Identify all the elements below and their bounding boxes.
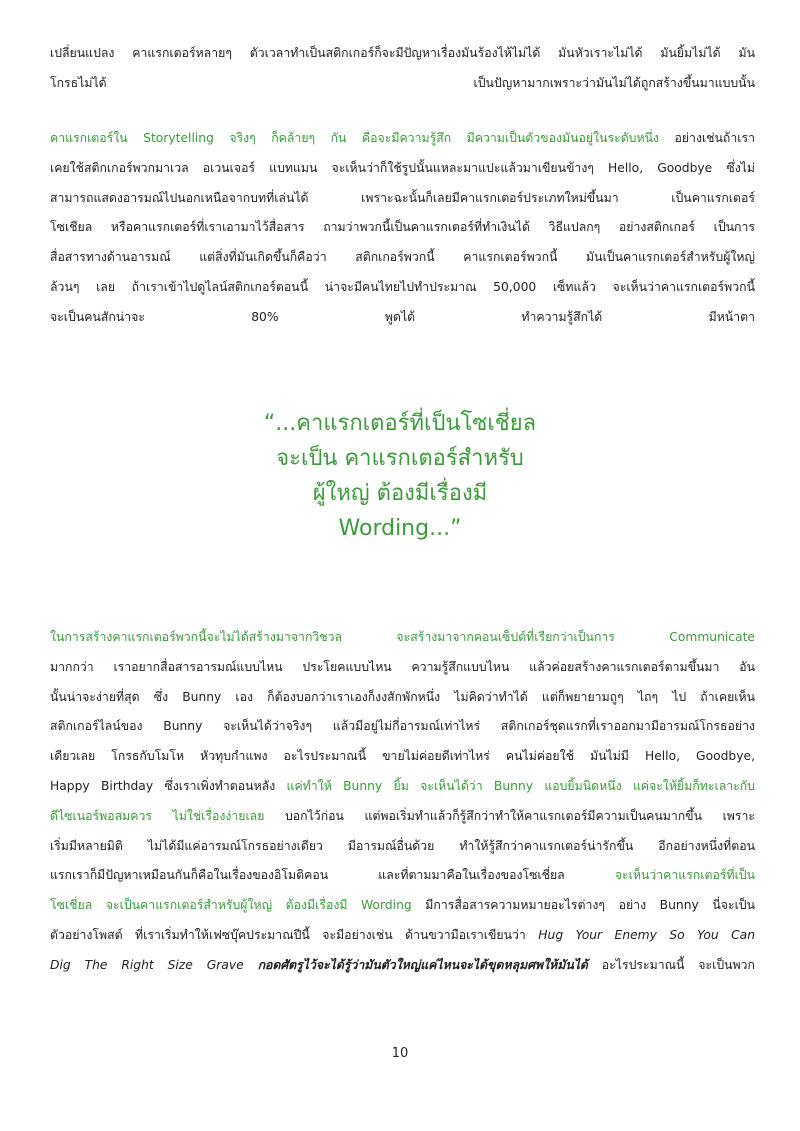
highlight-text: ในการสร้างคาแรกเตอร์พวกนี้จะไม่ได้สร้างมาจากวิชวล จะสร้างมาจากคอนเซ็ปต์ที่เรียกว่าเป็นการ Communicate <box>50 630 755 644</box>
text-line: โซเชียล หรือคาแรกเตอร์ที่เราเอามาไว้สื่อสาร ถามว่าพวกนี้เป็นคาแรกเตอร์ที่ทำเงินได้ วิธีแปลกๆ อย่างสติกเกอร์ เป็นการ <box>50 220 755 235</box>
text-line: เคยใช้สติกเกอร์พวกมาเวล อเวนเจอร์ แบทแมน จะเห็นว่าก็ใช้รูปนั้นแหละมาแปะแล้วมาเขียนข้างๆ Hello, Goodbye ซึ่งไม่ <box>50 160 755 175</box>
text-span: แรกเราก็มีปัญหาเหมือนกันก็คือในเรื่องของอิโมติคอน และที่ตามมาคือในเรื่องของโซเชี่ยล <box>50 868 615 883</box>
page-number: 10 <box>391 1046 409 1061</box>
text-line: จะเป็นคนสักน่าจะ 80% พูดได้ ทำความรู้สึกได้ มีหน้าตา <box>50 309 755 324</box>
text-line <box>50 921 755 951</box>
text-line: สื่อสารทางด้านอารมณ์ แต่สิ่งที่มันเกิดขึ้นก็คือว่า สติกเกอร์พวกนี้ คาแรกเตอร์พวกนี้ มันเป็นคาแรกเตอร์สำหรับผู้ใหญ่ <box>50 250 755 265</box>
text-span: บอกไว้ก่อน แต่พอเริ่มทำแล้วก็รู้สึกว่าทำให้คาแรกเตอร์มีความเป็นคนมากขึ้น เพราะ <box>264 808 755 823</box>
highlight-text: จะเห็นว่าคาแรกเตอร์ที่เป็น <box>614 868 755 883</box>
text-line: เดียวเลย โกรธกับโมโห หัวทุบกำแพง อะไรประมาณนี้ ขายไม่ค่อยดีเท่าไหร่ คนไม่ค่อยใช้ มันไม่มี Hello, Goodbye, <box>50 749 755 764</box>
quote-line: Wording...” <box>338 516 462 541</box>
paragraph-1 <box>50 39 755 99</box>
quote-line: ผู้ใหญ่ ต้องมีเรื่องมี <box>312 481 488 506</box>
text-line: เริ่มมีหลายมิติ ไม่ได้มีแค่อารมณ์โกรธอย่างเดียว มีอารมณ์อื่นด้วย ทำให้รู้สึกว่าคาแรกเตอร์น่ารักขึ้น อีกอย่างหนึ่งที่ตอน <box>50 838 755 853</box>
text-line: ล้วนๆ เลย ถ้าเราเข้าไปดูไลน์สติกเกอร์ตอนนี้ น่าจะมีคนไทยไปทำประมาณ 50,000 เซ็ทแล้ว จะเห็นว่าคาแรกเตอร์พวกนี้ <box>50 279 755 294</box>
text-line: สามารถแสดงอารมณ์ไปนอกเหนือจากบทที่เล่นได้ เพราะฉะนั้นก็เลยมีคาแรกเตอร์ประเภทใหม่ขึ้นมา เป็นคาแรกเตอร์ <box>50 190 755 205</box>
highlight-text: แค่ทำให้ Bunny ยิ้ม จะเห็นได้ว่า Bunny แอบยิ้มนิดหนึ่ง แค่จะให้ยิ้มก็ทะเลาะกับ <box>286 778 755 793</box>
text-line <box>50 802 755 832</box>
text-span: Happy Birthday ซึ่งเราเพิ่งทำตอนหลัง <box>50 778 287 793</box>
text-line <box>50 772 755 802</box>
text-span: อย่างเช่นถ้าเรา <box>659 131 755 145</box>
text-line: นั้นน่าจะง่ายที่สุด ซึ่ง Bunny เอง ก็ต้องบอกว่าเราเองก็งงสักพักหนึ่ง ไม่คิดว่าทำได้ แต่ก็พยายามถูๆ ไถๆ ไป ถ้าเคยเห็น <box>50 689 755 704</box>
text-line: โกรธไม่ได้ เป็นปัญหามากเพราะว่ามันไม่ได้ถูกสร้างขึ้นมาแบบนั้น <box>50 75 755 90</box>
text-line <box>50 891 755 921</box>
text-span: ตัวอย่างโพสต์ ที่เราเริ่มทำให้เฟซบุ๊คประมาณปีนี้ จะมีอย่างเช่น ด้านขวามือเราเขียนว่า <box>50 927 539 942</box>
text-line <box>50 861 755 891</box>
text-line <box>50 124 755 154</box>
quote-line: จะเป็น คาแรกเตอร์สำหรับ <box>276 446 524 471</box>
text-span: อะไรประมาณนี้ จะเป็นพวก <box>587 957 755 972</box>
paragraph-2 <box>50 124 755 333</box>
highlight-text: ดีไซเนอร์พอสมควร ไม่ใช่เรื่องง่ายเลย <box>50 808 265 823</box>
text-span: มีการสื่อสารความหมายอะไรต่างๆ อย่าง Bunny นี่จะเป็น <box>411 898 755 913</box>
paragraph-3 <box>50 623 755 981</box>
text-line: สติกเกอร์ไลน์ของ Bunny จะเห็นได้ว่าจริงๆ แล้วมีอยู่ไม่กี่อารมณ์เท่าไหร่ สติกเกอร์ชุดแรกที่เราออกมามีอารมณ์โกรธอย่าง <box>50 719 755 734</box>
text-line: มากกว่า เราอยากสื่อสารอารมณ์แบบไหน ประโยคแบบไหน ความรู้สึกแบบไหน แล้วค่อยสร้างคาแรกเตอร์ตามขึ้นมา อัน <box>50 659 755 674</box>
text-line <box>50 951 755 981</box>
italic-text: Dig The Right Size Grave <box>50 957 258 972</box>
text-line: เปลี่ยนแปลง คาแรกเตอร์หลายๆ ตัวเวลาทำเป็นสติกเกอร์ก็จะมีปัญหาเรื่องมันร้องไห้ไม่ได้ มันหัวเราะไม่ได้ มันยิ้มไม่ได้ มัน <box>50 46 755 60</box>
bold-italic-text: กอดศัตรูไว้จะได้รู้ว่ามันตัวใหญ่แค่ไหนจะได้ขุดหลุมศพให้มันได้ <box>257 957 588 972</box>
italic-text: Hug Your Enemy So You Can <box>538 927 755 942</box>
pull-quote <box>0 406 800 546</box>
highlight-text: คาแรกเตอร์ใน Storytelling จริงๆ ก็คล้ายๆ กัน คือจะมีความรู้สึก มีความเป็นตัวของมันอยู่ในระดับหนึ่ง <box>50 131 659 145</box>
quote-line: “...คาแรกเตอร์ที่เป็นโซเชี่ยล <box>263 411 537 436</box>
highlight-text: โซเชี่ยล จะเป็นคาแรกเตอร์สำหรับผู้ใหญ่ ต้องมีเรื่องมี Wording <box>50 898 412 913</box>
